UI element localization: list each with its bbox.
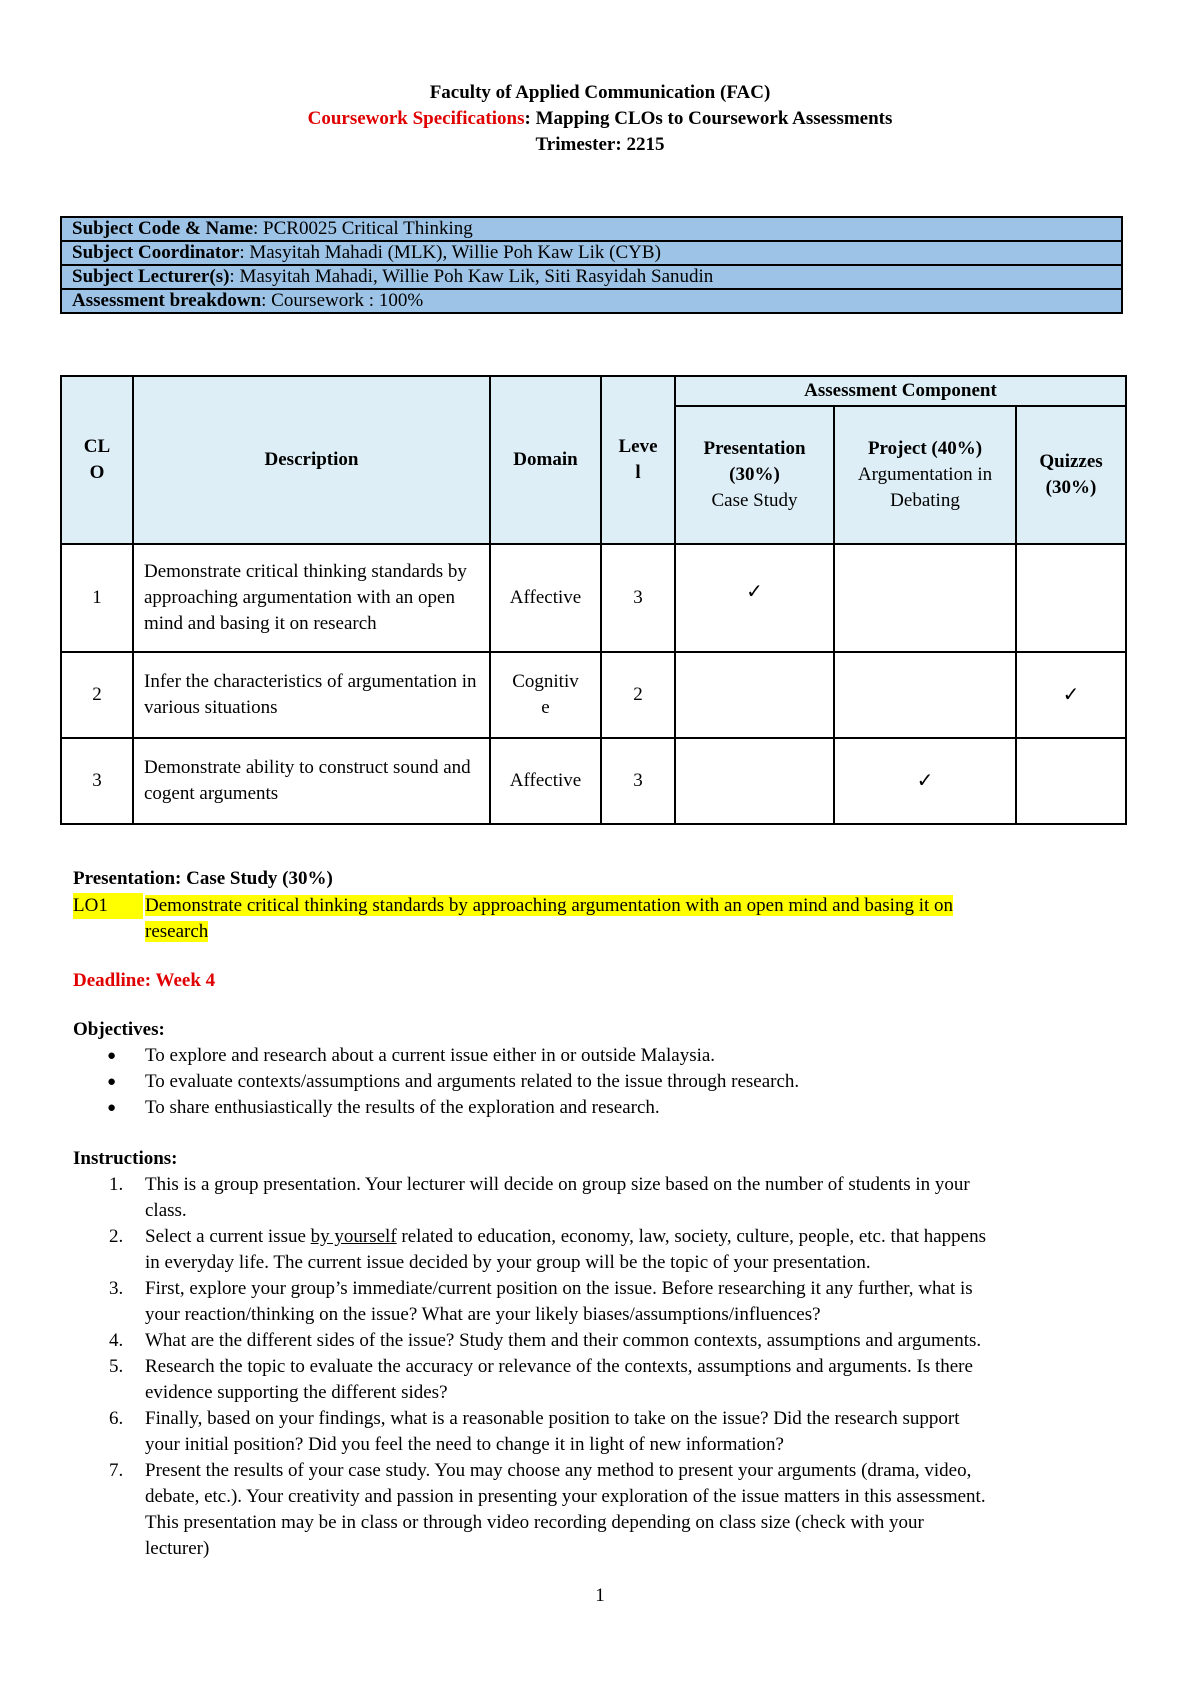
deadline: Deadline: Week 4 <box>73 970 216 991</box>
table-row <box>61 652 1126 738</box>
clo-header: CL O <box>61 376 133 544</box>
check-icon: ✓ <box>1062 683 1080 706</box>
info-row <box>61 289 1122 313</box>
info-label: Subject Lecturer(s) <box>72 266 230 287</box>
check-icon: ✓ <box>746 580 763 603</box>
list-item: 6. Finally, based on your findings, what is a reasonable position to take on the issue? Did the research support your initial position? Did you feel the need to change it in light of new information? <box>109 1408 960 1455</box>
bullet-icon: ● <box>107 1100 117 1116</box>
info-value: : Masyitah Mahadi, Willie Poh Kaw Lik, Siti Rasyidah Sanudin <box>229 266 714 287</box>
list-item: ● To evaluate contexts/assumptions and arguments related to the issue through research. <box>73 1069 1123 1095</box>
description-cell: Demonstrate critical thinking standards by approaching argumentation with an open mind and basing it on research <box>133 544 490 652</box>
description-header: Description <box>133 376 490 544</box>
clo-cell: 1 <box>61 544 133 652</box>
list-item: 3. First, explore your group’s immediate/current position on the issue. Before researching it any further, what is your reaction/thinking on the issue? What are your likely biases/assumptions/influences? <box>109 1278 973 1325</box>
objectives-title: Objectives: <box>73 1019 165 1040</box>
list-item: 2. Select a current issue by yourself related to education, economy, law, society, culture, people, etc. that happens in everyday life. The current issue decided by your group will be the topic of your presentation. <box>109 1226 986 1273</box>
lo-text: Demonstrate critical thinking standards by approaching argumentation with an open mind and basing it on research <box>145 895 954 942</box>
info-label: Subject Code & Name <box>72 218 254 239</box>
info-row <box>61 217 1122 241</box>
coursework-spec-title <box>0 106 1200 132</box>
level-cell: 3 <box>601 544 675 652</box>
info-label: Assessment breakdown <box>72 290 262 311</box>
list-item: ● To explore and research about a current issue either in or outside Malaysia. <box>73 1043 1123 1069</box>
domain-cell: Affective <box>490 738 601 824</box>
domain-cell: Cognitiv e <box>490 652 601 738</box>
objectives-list <box>73 1043 1123 1121</box>
clo-mapping-table <box>60 375 1127 825</box>
clo-cell: 3 <box>61 738 133 824</box>
faculty-title: Faculty of Applied Communication (FAC) <box>429 82 771 103</box>
level-cell: 3 <box>601 738 675 824</box>
level-header: Leve l <box>601 376 675 544</box>
quizzes-cell <box>1016 738 1126 824</box>
info-row <box>61 241 1122 265</box>
quizzes-cell <box>1016 544 1126 652</box>
project-cell <box>834 544 1016 652</box>
project-header: Project (40%) Argumentation in Debating <box>834 406 1016 544</box>
coursework-spec-rest: : Mapping CLOs to Coursework Assessments <box>524 108 893 129</box>
instructions-title: Instructions: <box>73 1148 178 1169</box>
coursework-spec-red: Coursework Specifications <box>307 108 525 129</box>
list-item: 1. This is a group presentation. Your lecturer will decide on group size based on the number of students in your class. <box>109 1174 970 1221</box>
presentation-cell <box>675 738 834 824</box>
presentation-header: Presentation (30%) Case Study <box>675 406 834 544</box>
info-value: : PCR0025 Critical Thinking <box>253 218 473 239</box>
table-row <box>61 544 1126 652</box>
presentation-cell <box>675 652 834 738</box>
project-cell <box>834 738 1016 824</box>
table-row <box>61 738 1126 824</box>
trimester-title: Trimester: 2215 <box>535 134 665 155</box>
quizzes-header: Quizzes (30%) <box>1016 406 1126 544</box>
lo-label: LO1 <box>73 893 143 919</box>
info-value: : Coursework : 100% <box>261 290 424 311</box>
description-cell: Infer the characteristics of argumentation in various situations <box>133 652 490 738</box>
subject-info-table <box>60 216 1123 314</box>
presentation-cell <box>675 544 834 652</box>
info-value: : Masyitah Mahadi (MLK), Willie Poh Kaw Lik (CYB) <box>239 242 661 263</box>
list-item: ● To share enthusiastically the results of the exploration and research. <box>73 1095 1123 1121</box>
info-label: Subject Coordinator <box>72 242 240 263</box>
bullet-icon: ● <box>107 1074 117 1090</box>
list-item: 5. Research the topic to evaluate the accuracy or relevance of the contexts, assumptions and arguments. Is there evidence supporting the different sides? <box>109 1356 973 1403</box>
assessment-component-header: Assessment Component <box>675 376 1126 406</box>
quizzes-cell <box>1016 652 1126 738</box>
page-number: 1 <box>595 1585 605 1606</box>
domain-header: Domain <box>490 376 601 544</box>
check-icon: ✓ <box>916 769 934 792</box>
list-item: 4. What are the different sides of the issue? Study them and their common contexts, assumptions and arguments. <box>109 1330 982 1351</box>
instructions-list <box>73 1172 1133 1562</box>
domain-cell: Affective <box>490 544 601 652</box>
bullet-icon: ● <box>107 1048 117 1064</box>
description-cell: Demonstrate ability to construct sound and cogent arguments <box>133 738 490 824</box>
info-row <box>61 265 1122 289</box>
clo-cell: 2 <box>61 652 133 738</box>
presentation-section-title: Presentation: Case Study (30%) <box>73 868 333 889</box>
project-cell <box>834 652 1016 738</box>
list-item: 7. Present the results of your case study. You may choose any method to present your arguments (drama, video, debate, etc.). Your creativity and passion in presenting your exploration of the issue matters in this assessment. This presentation may be in class or through video recording depending on class size (check with your lecturer) <box>109 1460 986 1559</box>
level-cell: 2 <box>601 652 675 738</box>
